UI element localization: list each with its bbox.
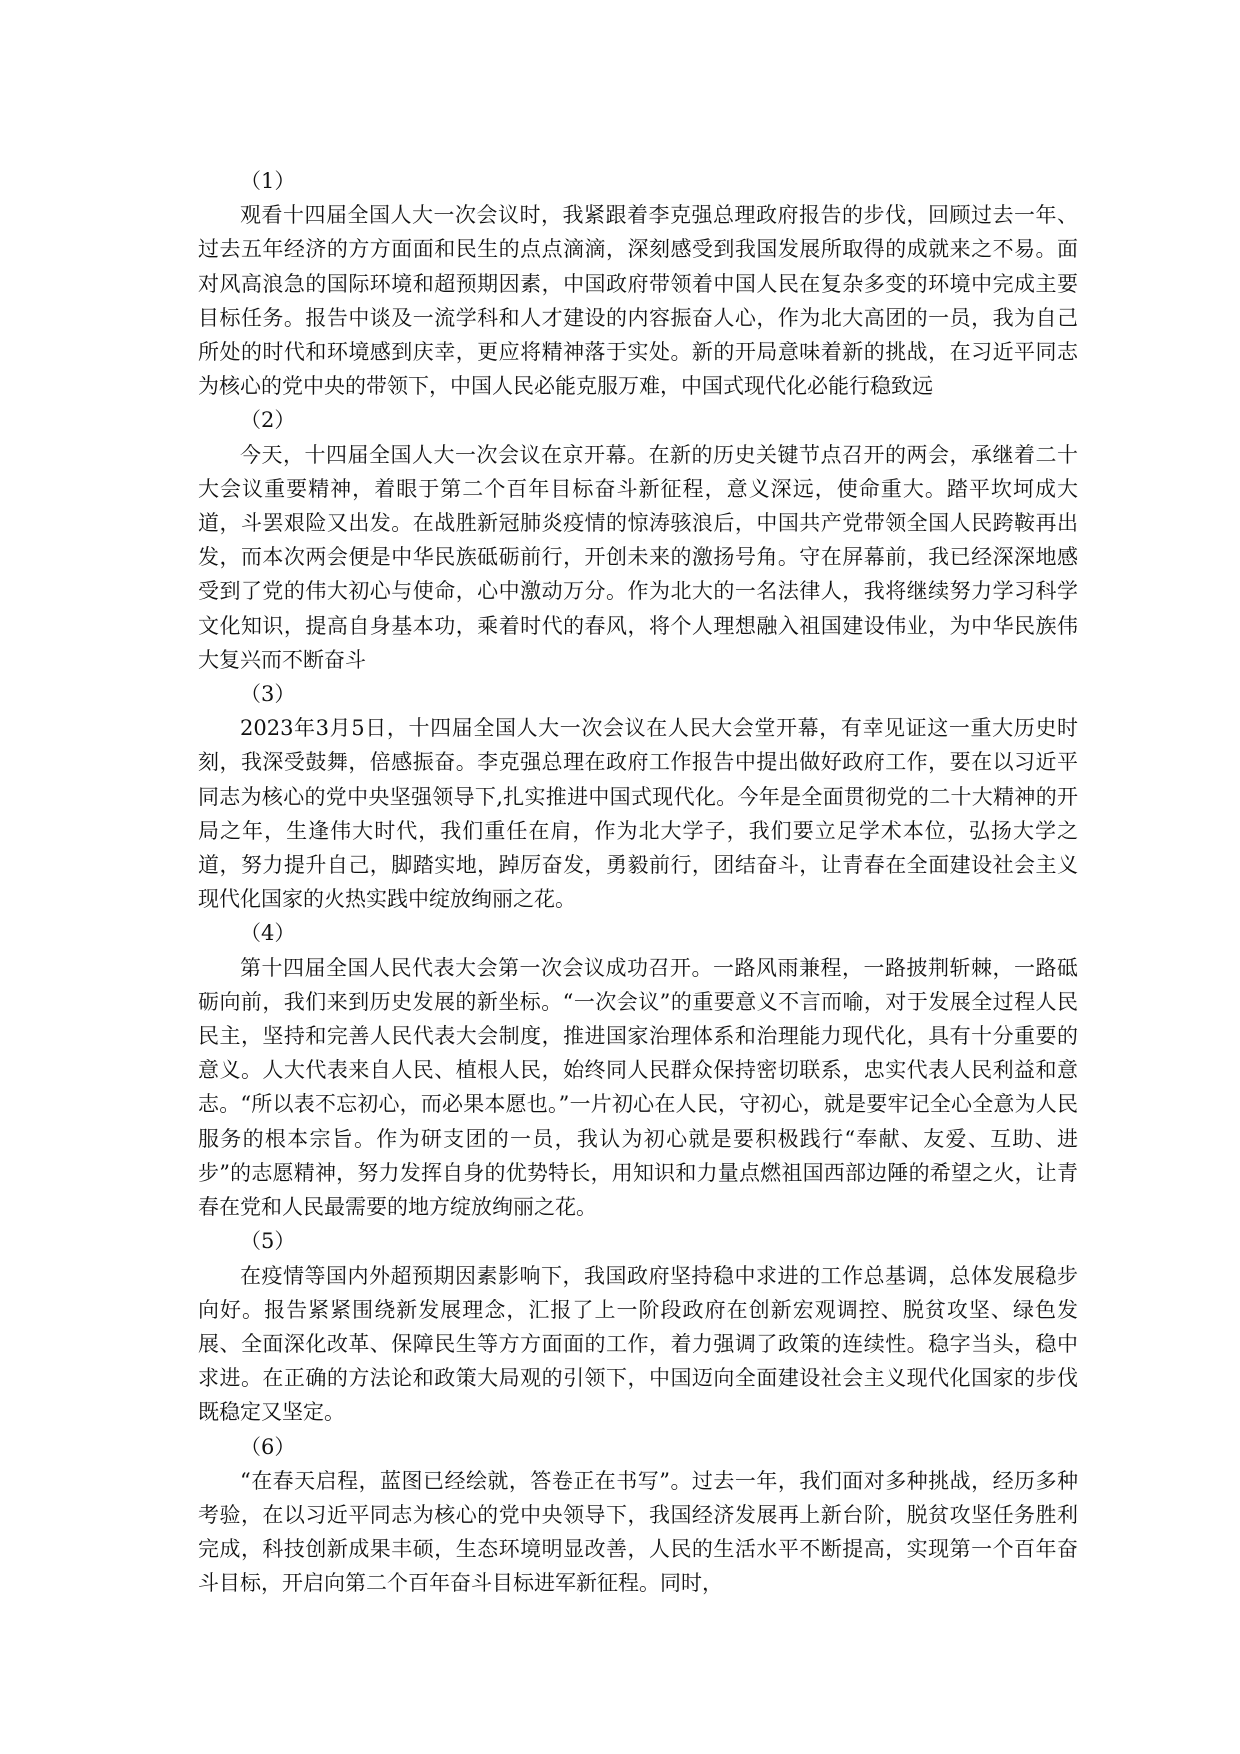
section-6-number: （6） [240, 1434, 296, 1459]
section-1-number: （1） [240, 169, 296, 193]
document-body [198, 164, 1078, 1601]
section-4-paragraph: 第十四届全国人民代表大会第一次会议成功召开。一路风雨兼程，一路披荆斩棘，一路砥砺向前，我们来到历史发展的新坐标。“一次会议”的重要意义不言而喻，对于发展全过程人民民主，坚持和完善人民代表大会制度，推进国家治理体系和治理能力现代化，具有十分重要的意义。人大代表来自人民、植根人民，始终同人民群众保持密切联系，忠实代表人民利益和意志。“所以表不忘初心，而必果本愿也。”一片初心在人民，守初心，就是要牢记全心全意为人民服务的根本宗旨。作为研支团的一员，我认为初心就是要积极践行“奉献、友爱、互助、进步”的志愿精神，努力发挥自身的优势特长，用知识和力量点燃祖国西部边陲的希望之火，让青春在党和人民最需要的地方绽放绚丽之花。 [198, 955, 1078, 1220]
section-6-paragraph: “在春天启程，蓝图已经绘就，答卷正在书写”。过去一年，我们面对多种挑战，经历多种考验，在以习近平同志为核心的党中央领导下，我国经济发展再上新台阶，脱贫攻坚任务胜利完成，科技创新成果丰硕，生态环境明显改善，人民的生活水平不断提高，实现第一个百年奋斗目标，开启向第二个百年奋斗目标进军新征程。同时， [198, 1468, 1078, 1596]
section-2-paragraph: 今天，十四届全国人大一次会议在京开幕。在新的历史关键节点召开的两会，承继着二十大会议重要精神，着眼于第二个百年目标奋斗新征程，意义深远，使命重大。踏平坎坷成大道，斗罢艰险又出发。在战胜新冠肺炎疫情的惊涛骇浪后，中国共产党带领全国人民跨鞍再出发，而本次两会便是中华民族砥砺前行，开创未来的激扬号角。守在屏幕前，我已经深深地感受到了党的伟大初心与使命，心中激动万分。作为北大的一名法律人，我将继续努力学习科学文化知识，提高自身基本功，乘着时代的春风，将个人理想融入祖国建设伟业，为中华民族伟大复兴而不断奋斗 [198, 442, 1078, 672]
section-5-paragraph: 在疫情等国内外超预期因素影响下，我国政府坚持稳中求进的工作总基调，总体发展稳步向好。报告紧紧围绕新发展理念，汇报了上一阶段政府在创新宏观调控、脱贫攻坚、绿色发展、全面深化改革、保障民生等方方面面的工作，着力强调了政策的连续性。稳字当头，稳中求进。在正确的方法论和政策大局观的引领下，中国迈向全面建设社会主义现代化国家的步伐既稳定又坚定。 [198, 1263, 1078, 1425]
section-4-number: （4） [240, 921, 296, 946]
section-3-number: （3） [240, 682, 296, 707]
section-1-paragraph: 观看十四届全国人大一次会议时，我紧跟着李克强总理政府报告的步伐，回顾过去一年、过去五年经济的方方面面和民生的点点滴滴，深刻感受到我国发展所取得的成就来之不易。面对风高浪急的国际环境和超预期因素，中国政府带领着中国人民在复杂多变的环境中完成主要目标任务。报告中谈及一流学科和人才建设的内容振奋人心，作为北大高团的一员，我为自己所处的时代和环境感到庆幸，更应将精神落于实处。新的开局意味着新的挑战，在习近平同志为核心的党中央的带领下，中国人民必能克服万难，中国式现代化必能行稳致远 [198, 203, 1078, 399]
section-3-paragraph: 2023年3月5日，十四届全国人大一次会议在人民大会堂开幕，有幸见证这一重大历史时刻，我深受鼓舞，倍感振奋。李克强总理在政府工作报告中提出做好政府工作，要在以习近平同志为核心的党中央坚强领导下,扎实推进中国式现代化。今年是全面贯彻党的二十大精神的开局之年，生逢伟大时代，我们重任在肩，作为北大学子，我们要立足学术本位，弘扬大学之道，努力提升自己，脚踏实地，踔厉奋发，勇毅前行，团结奋斗，让青春在全面建设社会主义现代化国家的火热实践中绽放绚丽之花。 [198, 716, 1078, 912]
section-2-number: （2） [240, 408, 296, 433]
section-5-number: （5） [240, 1229, 296, 1254]
